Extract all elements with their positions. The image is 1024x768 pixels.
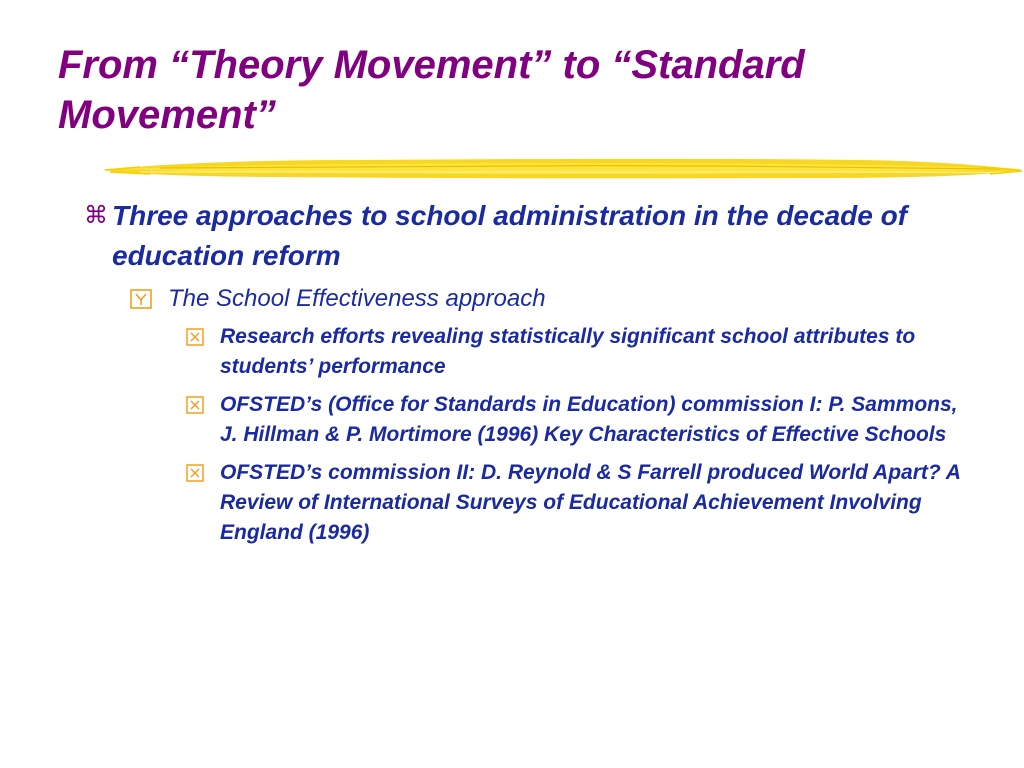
- bullet-level3-text: Research efforts revealing statistically significant school attributes to students’ performance: [220, 325, 916, 378]
- bullet-level3-item: [186, 458, 976, 548]
- bullet-level3-text: OFSTED’s (Office for Standards in Education) commission I: P. Sammons, J. Hillman & P. Mortimore (1996) Key Characteristics of Effective Schools: [220, 393, 958, 446]
- bullet-level3-item: [186, 322, 976, 382]
- checkbox-x-icon: [186, 458, 210, 488]
- slide-title: From “Theory Movement” to “Standard Movement”: [58, 43, 805, 137]
- bullet-level2-text: The School Effectiveness approach: [168, 285, 546, 312]
- checkbox-x-icon: [186, 322, 210, 352]
- bullet-level2: [130, 284, 960, 314]
- bullet-level3-item: [186, 390, 976, 450]
- bullet-level3-text: OFSTED’s commission II: D. Reynold & S Farrell produced World Apart? A Review of International Surveys of Educational Achievement Involving England (1996): [220, 461, 961, 544]
- checkbox-y-icon: [130, 284, 156, 314]
- command-icon: ⌘: [84, 202, 108, 229]
- title-underline-brush: [100, 150, 1024, 186]
- checkbox-x-icon: [186, 390, 210, 420]
- bullet-level1-text: Three approaches to school administration in the decade of education reform: [112, 200, 908, 271]
- bullet-level3-list: [186, 322, 976, 556]
- bullet-level1: [84, 196, 964, 276]
